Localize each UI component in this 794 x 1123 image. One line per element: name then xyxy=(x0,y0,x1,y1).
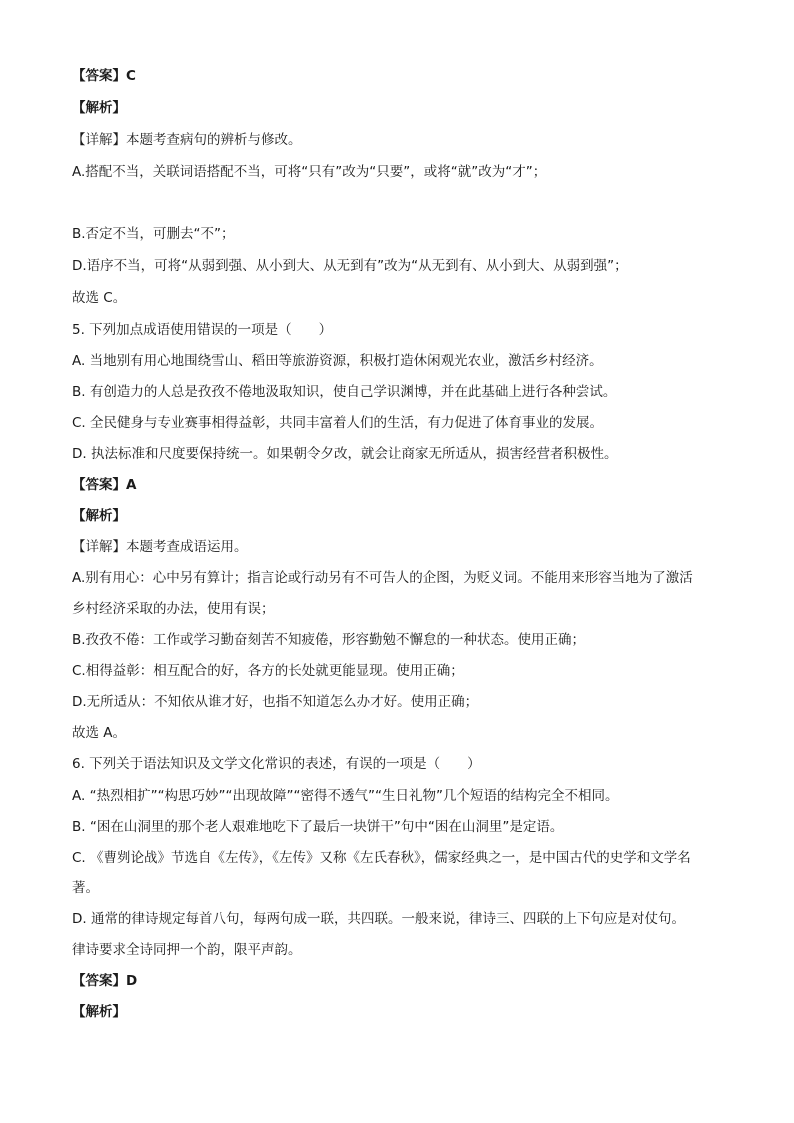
question-5-option-d: D. 执法标准和尺度要保持统一。如果朝令夕改，就会让商家无所适从，损害经营者积极性。 xyxy=(72,446,618,462)
analysis-label: 【解析】 xyxy=(72,508,126,524)
question-6-option-d-cont: 律诗要求全诗同押一个韵，限平声韵。 xyxy=(72,942,302,958)
answer-label: 【答案】A xyxy=(72,477,137,493)
analysis-option-b: B.孜孜不倦：工作或学习勤奋刻苦不知疲倦，形容勤勉不懈怠的一种状态。使用正确； xyxy=(72,632,586,648)
analysis-option-a: A.搭配不当，关联词语搭配不当，可将“只有”改为“只要”，或将“就”改为“才”； xyxy=(72,164,547,180)
question-6-option-b: B. “困在山洞里的那个老人艰难地吃下了最后一块饼干”句中“困在山洞里”是定语。 xyxy=(72,819,564,835)
analysis-option-b: B.否定不当，可删去“不”； xyxy=(72,226,235,242)
question-6-option-d: D. 通常的律诗规定每首八句，每两句成一联，共四联。一般来说，律诗三、四联的上下句应是对仗句。 xyxy=(72,911,685,927)
question-6-option-a: A. “热烈相扩”“构思巧妙”“出现故障”“密得不透气”“生日礼物”几个短语的结构完全不相同。 xyxy=(72,788,619,804)
answer-label: 【答案】C xyxy=(72,68,136,84)
detail-text: 【详解】本题考查成语运用。 xyxy=(72,539,248,555)
question-5-stem: 5. 下列加点成语使用错误的一项是（ ） xyxy=(72,322,333,338)
question-6-option-c: C. 《曹刿论战》节选自《左传》，《左传》又称《左氏春秋》，儒家经典之一，是中国古代的史学和文学名 xyxy=(72,850,691,866)
question-5-option-a: A. 当地别有用心地围绕雪山、稻田等旅游资源，积极打造休闲观光农业，激活乡村经济。 xyxy=(72,353,603,369)
question-5-option-c: C. 全民健身与专业赛事相得益彰，共同丰富着人们的生活，有力促进了体育事业的发展。 xyxy=(72,415,604,431)
analysis-option-a: A.别有用心：心中另有算计；指言论或行动另有不可告人的企图，为贬义词。不能用来形容当地为了激活 xyxy=(72,570,693,586)
analysis-label: 【解析】 xyxy=(72,1004,126,1020)
answer-label: 【答案】D xyxy=(72,973,138,989)
analysis-label: 【解析】 xyxy=(72,100,126,116)
conclusion-text: 故选 C。 xyxy=(72,290,127,306)
question-5-option-b: B. 有创造力的人总是孜孜不倦地汲取知识，使自己学识渊博，并在此基础上进行各种尝试。 xyxy=(72,384,617,400)
conclusion-text: 故选 A。 xyxy=(72,725,127,741)
question-6-option-c-cont: 著。 xyxy=(72,880,99,896)
analysis-option-a-cont: 乡村经济采取的办法，使用有误； xyxy=(72,601,275,617)
analysis-option-d: D.语序不当，可将“从弱到强、从小到大、从无到有”改为“从无到有、从小到大、从弱到强”； xyxy=(72,258,628,274)
analysis-option-c: C.相得益彰：相互配合的好，各方的长处就更能显现。使用正确； xyxy=(72,663,464,679)
question-6-stem: 6. 下列关于语法知识及文学文化常识的表述，有误的一项是（ ） xyxy=(72,756,481,772)
analysis-option-d: D.无所适从：不知依从谁才好，也指不知道怎么办才好。使用正确； xyxy=(72,694,479,710)
detail-text: 【详解】本题考查病句的辨析与修改。 xyxy=(72,132,302,148)
